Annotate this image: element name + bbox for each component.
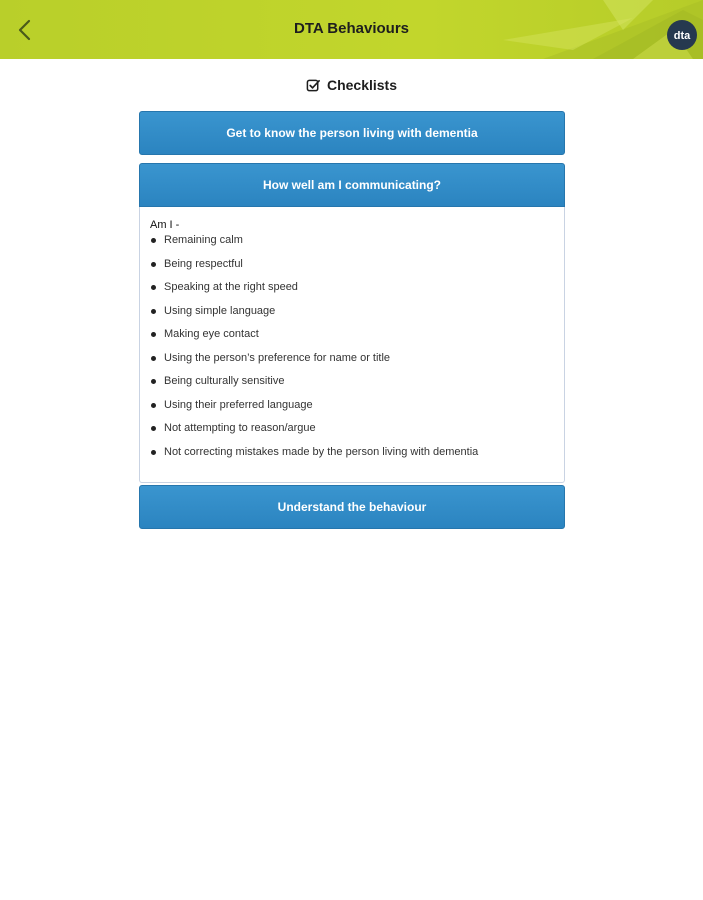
section-title: Checklists bbox=[326, 77, 398, 93]
list-item: Using the person’s preference for name or title bbox=[150, 351, 554, 375]
list-item: Being respectful bbox=[150, 257, 554, 281]
section-heading bbox=[0, 74, 703, 96]
dta-logo bbox=[667, 20, 697, 50]
list-item: Using their preferred language bbox=[150, 398, 554, 422]
app-header bbox=[0, 0, 703, 59]
accordion-header-understand-behaviour[interactable]: Understand the behaviour bbox=[139, 485, 565, 529]
list-item: Not attempting to reason/argue bbox=[150, 421, 554, 445]
dta-logo-mark bbox=[669, 28, 695, 42]
page-title: DTA Behaviours bbox=[293, 20, 410, 37]
list-item: Using simple language bbox=[150, 304, 554, 328]
checkbox-icon bbox=[306, 78, 321, 93]
accordion-body-communicating bbox=[139, 207, 565, 483]
accordion-get-to-know bbox=[139, 111, 565, 155]
checklist bbox=[150, 233, 554, 468]
list-item: Not correcting mistakes made by the person living with dementia bbox=[150, 445, 554, 469]
list-item: Remaining calm bbox=[150, 233, 554, 257]
accordion-header-communicating[interactable]: How well am I communicating? bbox=[139, 163, 565, 207]
checklist-intro: Am I - bbox=[150, 219, 180, 231]
accordion-communicating bbox=[139, 163, 565, 483]
accordion-header-get-to-know[interactable]: Get to know the person living with dementia bbox=[139, 111, 565, 155]
list-item: Speaking at the right speed bbox=[150, 280, 554, 304]
svg-text:dta: dta bbox=[673, 30, 691, 42]
accordion-understand-behaviour bbox=[139, 485, 565, 529]
list-item: Making eye contact bbox=[150, 327, 554, 351]
list-item: Being culturally sensitive bbox=[150, 374, 554, 398]
